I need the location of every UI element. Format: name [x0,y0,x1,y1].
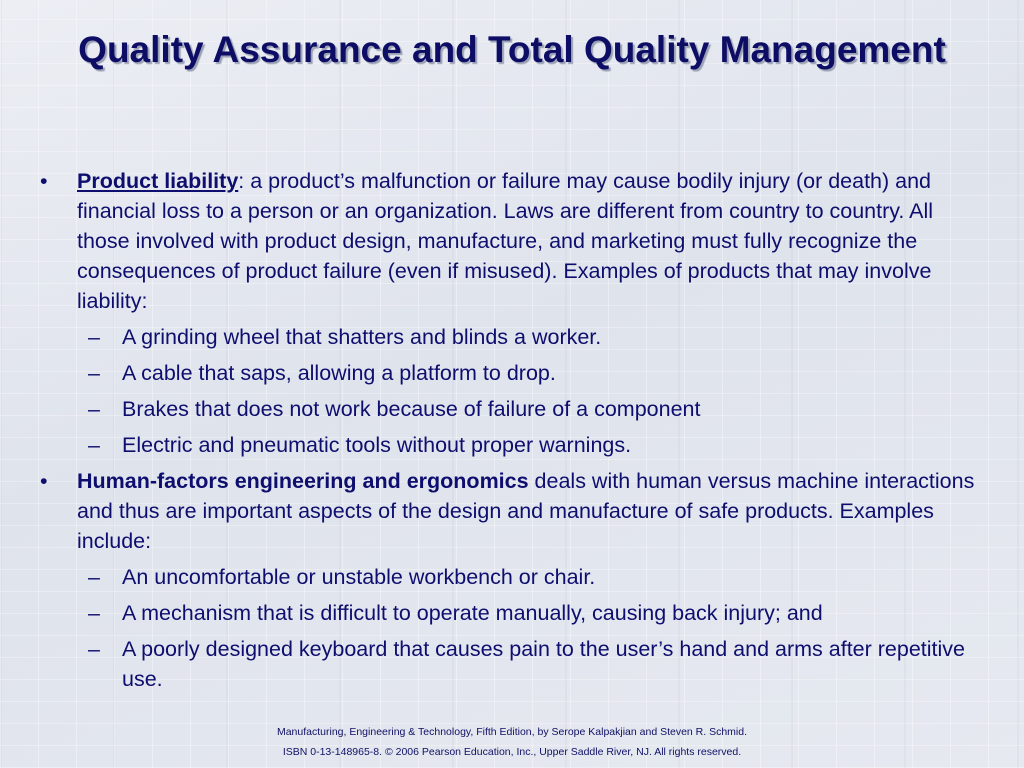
sub-marker: – [88,397,100,421]
sub-item [40,394,980,424]
sub-marker: – [88,325,100,349]
slide-footer [200,722,824,762]
bullet-marker: • [40,169,48,193]
sub-marker: – [88,361,100,385]
sub-item [40,562,980,592]
bullet-human-factors [40,466,980,556]
footer-copyright: ISBN 0-13-148965-8. © 2006 Pearson Education, Inc., Upper Saddle River, NJ. All rights reserved. [282,746,742,758]
sub-marker: – [88,637,100,661]
sub-item-text: Brakes that does not work because of failure of a component [122,397,701,421]
slide-body [40,166,980,694]
sub-item-text: A grinding wheel that shatters and blinds a worker. [122,325,602,349]
sub-item [40,358,980,388]
sub-item [40,598,980,628]
bullet-product-liability [40,166,980,316]
sub-item-text: An uncomfortable or unstable workbench or chair. [122,565,596,589]
bullet-text: : a product’s malfunction or failure may cause bodily injury (or death) and financial loss to a person or an organization. Laws are different from country to country. All those involved with product design, manufacture, and marketing must fully recognize the consequences of product failure (even if misused). Examples of products that may involve liability: [77,169,934,313]
bullet-term: Product liability [77,169,239,193]
sub-item [40,634,980,694]
sub-item-text: A poorly designed keyboard that causes pain to the user’s hand and arms after repetitive use. [122,637,966,691]
sub-item [40,430,980,460]
bullet-marker: • [40,469,48,493]
sub-item-text: A cable that saps, allowing a platform to drop. [122,361,556,385]
sub-item [40,322,980,352]
sub-item-text: Electric and pneumatic tools without proper warnings. [122,433,632,457]
bullet-term: Human-factors engineering and ergonomics [77,469,529,493]
sub-item-text: A mechanism that is difficult to operate manually, causing back injury; and [122,601,823,625]
sub-marker: – [88,433,100,457]
sub-marker: – [88,565,100,589]
slide-title: Quality Assurance and Total Quality Management [78,29,946,70]
footer-citation: Manufacturing, Engineering & Technology, Fifth Edition, by Serope Kalpakjian and Steven R. Schmid. [276,726,748,738]
sub-marker: – [88,601,100,625]
bullet-text: deals with human versus machine interactions and thus are important aspects of the design and manufacture of safe products. Examples include: [77,469,975,553]
